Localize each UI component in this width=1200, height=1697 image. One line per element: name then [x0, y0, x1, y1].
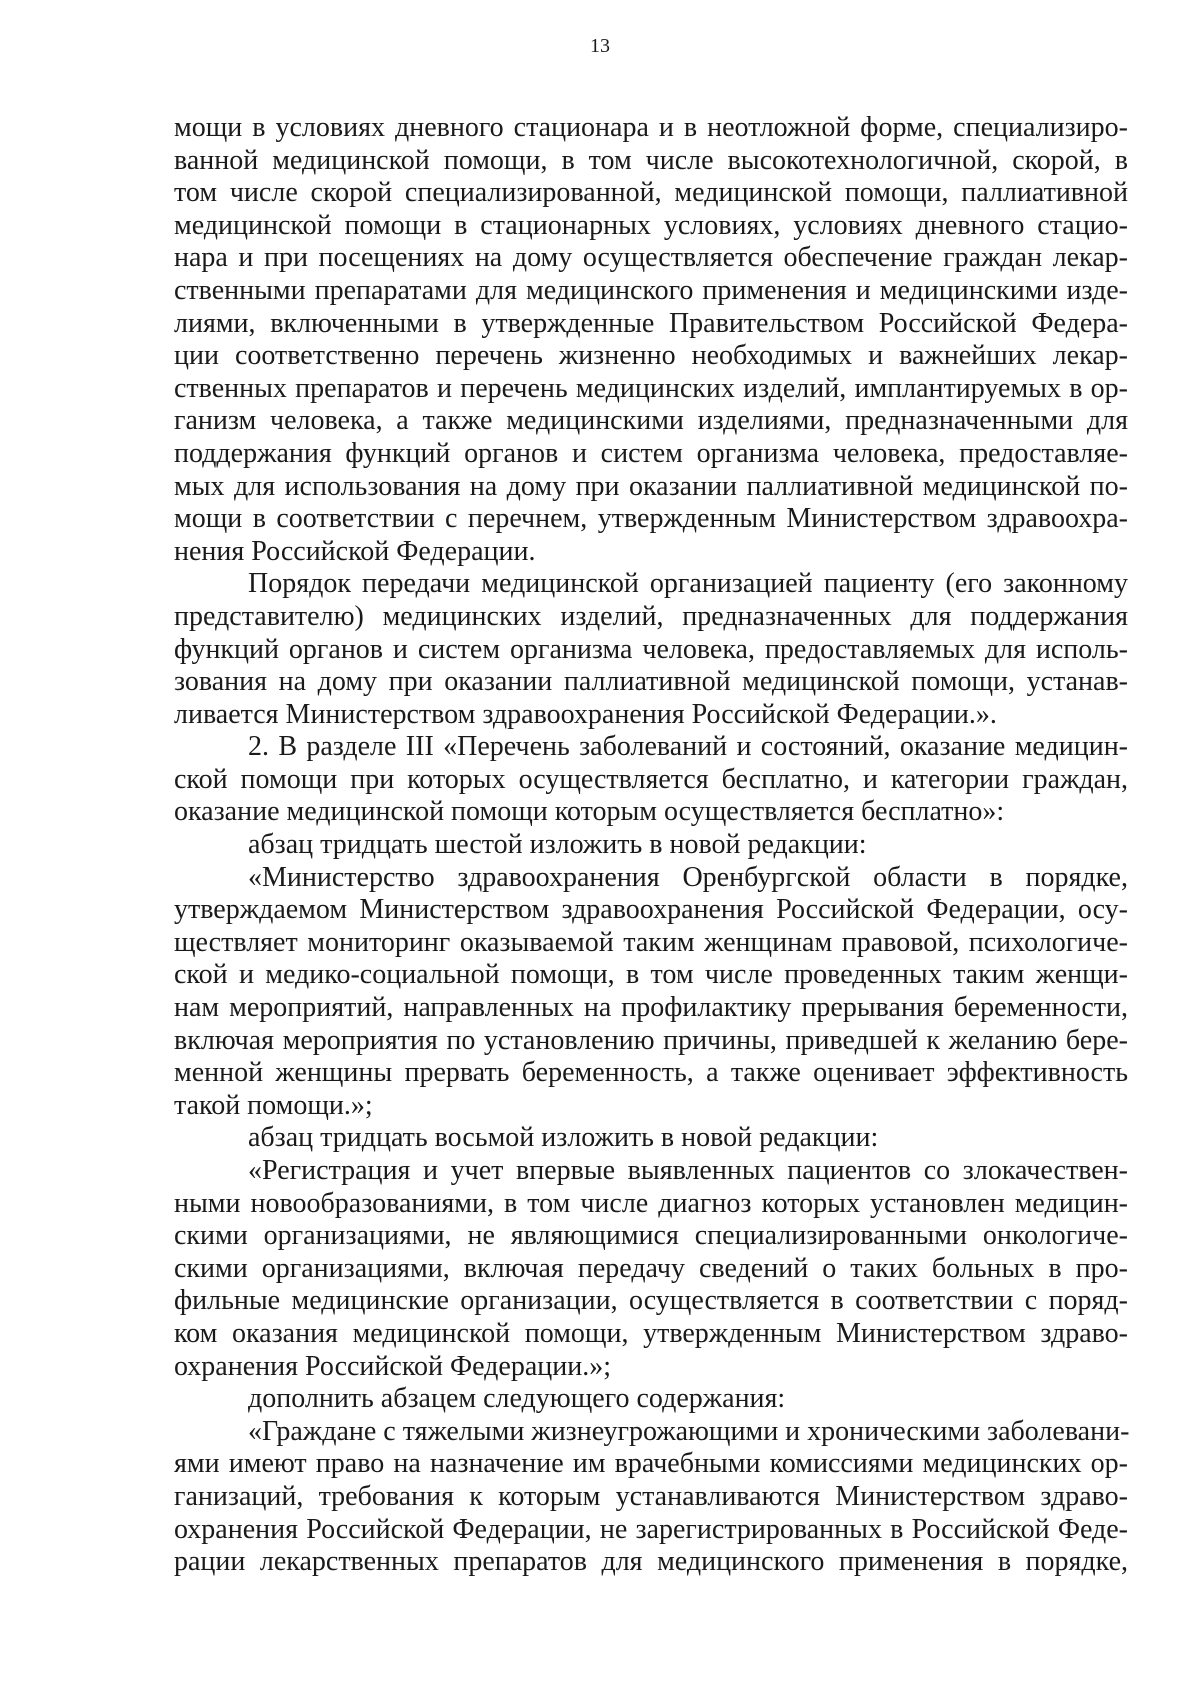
text-line: ганизаций, требования к которым устанавливаются Министерством здраво-	[174, 1480, 1128, 1512]
text-line: лиями, включенными в утвержденные Правительством Российской Федера-	[174, 307, 1128, 339]
text-line: мощи в соответствии с перечнем, утвержденным Министерством здравоохра-	[174, 503, 1128, 535]
text-line: ственных препаратов и перечень медицинских изделий, имплантируемых в ор-	[174, 372, 1128, 404]
text-line: менной женщины прервать беременность, а также оценивает эффективность	[174, 1057, 1128, 1089]
text-line: «Граждане с тяжелыми жизнеугрожающими и хроническими заболевани-	[248, 1415, 1130, 1447]
text-line: мых для использования на дому при оказании паллиативной медицинской по-	[174, 470, 1128, 502]
text-line: ции соответственно перечень жизненно необходимых и важнейших лекар-	[174, 340, 1128, 372]
text-line: мощи в условиях дневного стационара и в неотложной форме, специализиро-	[174, 112, 1128, 143]
document-body	[174, 112, 1128, 1579]
text-line: представителю) медицинских изделий, предназначенных для поддержания	[174, 600, 1128, 632]
text-line: ганизм человека, а также медицинскими изделиями, предназначенными для	[174, 405, 1128, 437]
text-line: ными новообразованиями, в том числе диагноз которых установлен медицин-	[174, 1187, 1128, 1219]
text-line: рации лекарственных препаратов для медицинского применения в порядке,	[174, 1546, 1128, 1578]
text-line: «Министерство здравоохранения Оренбургской области в порядке,	[248, 861, 1128, 893]
text-line: ями имеют право на назначение им врачебными комиссиями медицинских ор-	[174, 1448, 1128, 1480]
text-line: 2. В разделе III «Перечень заболеваний и состояний, оказание медицин-	[248, 731, 1128, 763]
text-line: скими организациями, включая передачу сведений о таких больных в про-	[174, 1252, 1128, 1284]
text-line: ственными препаратами для медицинского применения и медицинскими изде-	[174, 274, 1128, 306]
text-line: охранения Российской Федерации.»;	[174, 1350, 611, 1382]
text-line: ской помощи при которых осуществляется бесплатно, и категории граждан,	[174, 763, 1128, 795]
text-line: утверждаемом Министерством здравоохранения Российской Федерации, осу-	[174, 894, 1128, 926]
text-line: поддержания функций органов и систем организма человека, предоставляе-	[174, 437, 1128, 469]
text-line: ской и медико-социальной помощи, в том числе проведенных таким женщи-	[174, 959, 1128, 991]
text-line: нам мероприятий, направленных на профилактику прерывания беременности,	[174, 992, 1128, 1024]
text-line: ществляет мониторинг оказываемой таким женщинам правовой, психологиче-	[174, 926, 1128, 958]
text-line: медицинской помощи в стационарных условиях, условиях дневного стацио-	[174, 209, 1128, 241]
text-line: том числе скорой специализированной, медицинской помощи, паллиативной	[174, 177, 1128, 209]
text-line: дополнить абзацем следующего содержания:	[248, 1383, 786, 1415]
page-number: 13	[590, 35, 610, 57]
text-line: функций органов и систем организма человека, предоставляемых для исполь-	[174, 633, 1128, 665]
text-line: ванной медицинской помощи, в том числе высокотехнологичной, скорой, в	[174, 144, 1128, 176]
text-line: ливается Министерством здравоохранения Российской Федерации.».	[174, 698, 997, 730]
text-line: скими организациями, не являющимися специализированными онкологиче-	[174, 1220, 1128, 1252]
text-line: зования на дому при оказании паллиативной медицинской помощи, устанав-	[174, 666, 1128, 698]
text-line: абзац тридцать шестой изложить в новой редакции:	[248, 829, 867, 861]
text-line: включая мероприятия по установлению причины, приведшей к желанию бере-	[174, 1024, 1128, 1056]
text-line: ком оказания медицинской помощи, утвержденным Министерством здраво-	[174, 1317, 1128, 1349]
text-line: такой помощи.»;	[174, 1089, 373, 1121]
text-line: «Регистрация и учет впервые выявленных пациентов со злокачествен-	[248, 1155, 1128, 1186]
text-line: абзац тридцать восьмой изложить в новой редакции:	[248, 1122, 879, 1154]
text-line: нара и при посещениях на дому осуществляется обеспечение граждан лекар-	[174, 242, 1128, 274]
text-line: фильные медицинские организации, осуществляется в соответствии с поряд-	[174, 1285, 1128, 1317]
text-line: охранения Российской Федерации, не зарегистрированных в Российской Феде-	[174, 1513, 1128, 1545]
text-line: нения Российской Федерации.	[174, 535, 536, 567]
text-line: оказание медицинской помощи которым осуществляется бесплатно»:	[174, 796, 1005, 828]
text-line: Порядок передачи медицинской организацией пациенту (его законному	[248, 568, 1128, 600]
